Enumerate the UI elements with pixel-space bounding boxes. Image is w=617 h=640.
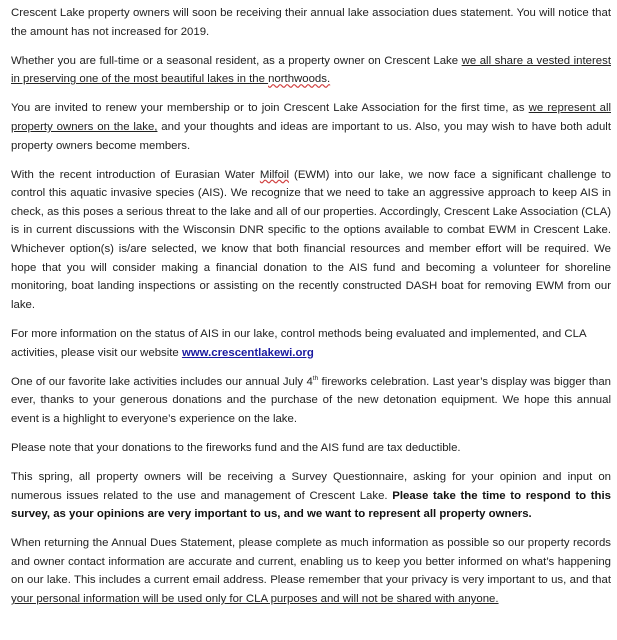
text: (EWM) into our lake, we now face a significant challenge to control this aquatic invasive species (AIS). We recognize that we need to take an aggressive approach to keep AIS in check, as this poses a serious threat to the lake and all of our properties. Accordingly, Crescent Lake Association (CLA) is in current discussions with the Wisconsin DNR specific to the options available to combat EWM in Crescent Lake. Whichever option(s) is/are selected, we know that both financial resources and member effort will be required. We hope that you will consider making a financial donation to the AIS fund and becoming a volunteer for shoreline monitoring, boat landing inspections or assisting on the recently constructed DASH boat for removing EWM from our lake.: [11, 168, 612, 311]
paragraph-shared-interest: [11, 52, 611, 89]
text: You are invited to renew your membership or to join Crescent Lake Association for the first time, as: [11, 102, 529, 115]
bold-text: Please take the time to respond to this survey, as your opinions are very important to us, and we want to represent all property owners.: [11, 489, 611, 521]
paragraph-survey: [11, 468, 611, 524]
paragraph-website: [11, 325, 611, 362]
paragraph-dues-statement: Crescent Lake property owners will soon be receiving their annual lake association dues statement. You will notice that the amount has not increased for 2019.: [11, 7, 611, 38]
text: fireworks celebration. Last year’s display was bigger than ever, thanks to your generous donations and the purchase of the new detonation equipment. We hope this annual event is a highlight to everyone’s experience on the lake.: [11, 375, 612, 425]
text: With the recent introduction of Eurasian Water: [11, 168, 260, 181]
text: When returning the Annual Dues Statement, please complete as much information as possible so our property records and owner contact information are accurate and current, enabling us to keep you better informed on what’s happening on our lake. This includes a current email address. Please remember that your privacy is very important to us, and that: [11, 537, 611, 587]
paragraph-privacy: [11, 534, 611, 608]
underlined-text: we represent all property owners on the lake,: [11, 102, 611, 133]
superscript: th: [312, 374, 319, 382]
paragraph-tax-deductible: Please note that your donations to the fireworks fund and the AIS fund are tax deductible.: [11, 441, 461, 454]
text: One of our favorite lake activities includes our annual July 4: [11, 375, 313, 388]
misspelled-word: Milfoil: [259, 168, 289, 181]
text: For more information on the status of AIS in our lake, control methods being evaluated and implemented, and CLA activities, please visit our website: [11, 327, 586, 359]
misspelled-word: northwoods.: [268, 73, 331, 86]
text: and your thoughts and ideas are important to us. Also, you may wish to have both adult property owners become members.: [11, 120, 611, 152]
underlined-text: your personal information will be used only for CLA purposes and will not be shared with anyone.: [11, 593, 499, 606]
text: This spring, all property owners will be receiving a Survey Questionnaire, asking for your opinion and input on numerous issues related to the use and management of Crescent Lake.: [11, 470, 611, 502]
paragraph-fireworks: [11, 373, 611, 429]
paragraph-membership: [11, 99, 611, 155]
paragraph-ewm-ais: [11, 166, 611, 315]
website-link[interactable]: www.crescentlakewi.org: [181, 346, 314, 359]
text: Whether you are full-time or a seasonal resident, as a property owner on Crescent Lake: [11, 54, 462, 67]
underlined-text: we all share a vested interest in preserving one of the most beautiful lakes in the: [11, 54, 611, 86]
